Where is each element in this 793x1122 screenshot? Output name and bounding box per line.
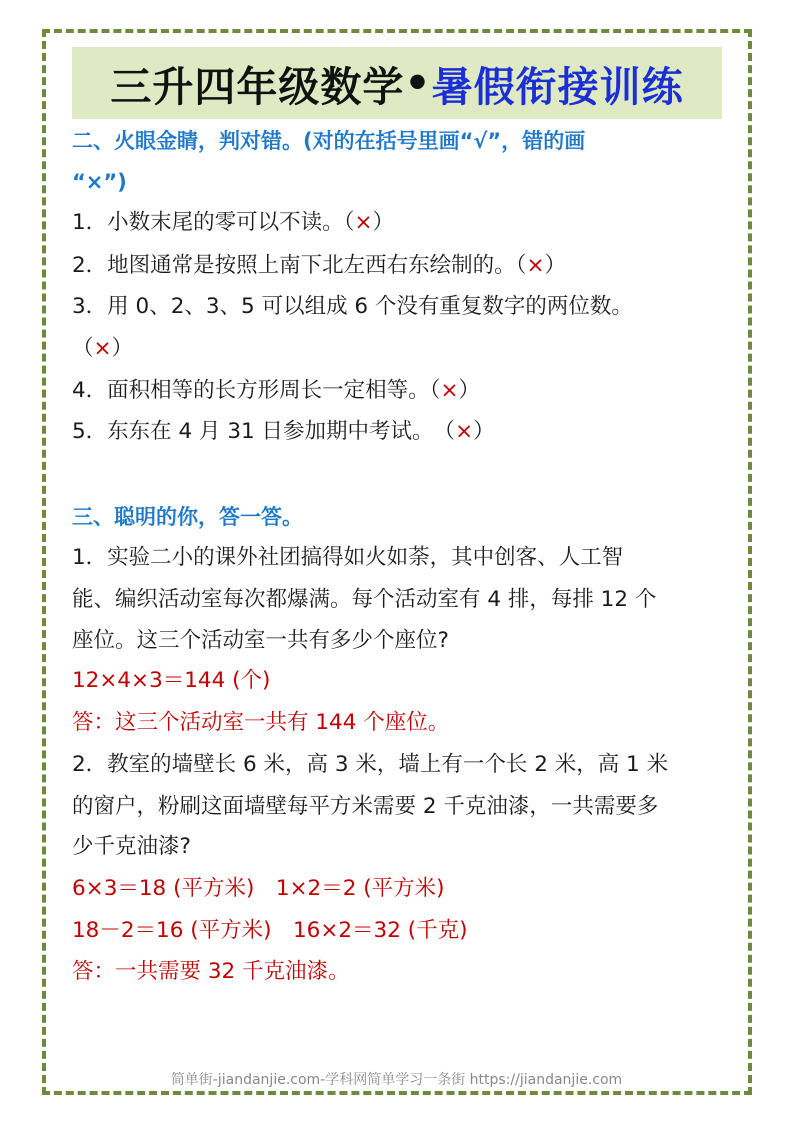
- question1-line1: 1．实验二小的课外社团搞得如火如荼，其中创客、人工智: [72, 545, 624, 570]
- judge-item-1: [72, 208, 732, 238]
- question2-calculation-2: 18－2＝16 (平方米) 16×2＝32 (千克): [72, 918, 468, 943]
- wrong-mark: ×: [526, 253, 545, 278]
- bracket-close: ）: [544, 253, 566, 278]
- title-grade: 三升四年级数学: [110, 62, 405, 111]
- judge-item-text: 2．地图通常是按照上南下北左西右东绘制的。（: [72, 253, 527, 278]
- question1-answer: 答：这三个活动室一共有 144 个座位。: [72, 710, 450, 735]
- wrong-mark: ×: [354, 210, 373, 235]
- question2-line1: 2．教室的墙壁长 6 米，高 3 米，墙上有一个长 2 米，高 1 米: [72, 752, 669, 777]
- wrong-mark: ×: [455, 419, 474, 444]
- judge-item-text: 4．面积相等的长方形周长一定相等。（: [72, 378, 441, 403]
- question2-line3: 少千克油漆?: [72, 834, 191, 859]
- section3-heading: 三、聪明的你，答一答。: [72, 505, 303, 529]
- judge-item-5: [72, 417, 732, 447]
- page-title: [72, 47, 722, 119]
- judge-item-4: [72, 376, 732, 406]
- judge-item-2: [72, 251, 732, 281]
- bracket-close: ）: [111, 336, 134, 361]
- section2-heading-line2: “×”): [72, 170, 127, 194]
- judge-item-text: 5．东东在 4 月 31 日参加期中考试。 （: [72, 419, 456, 444]
- judge-item-text: 1．小数末尾的零可以不读。（: [72, 210, 355, 235]
- question2-calculation-1: 6×3＝18 (平方米) 1×2＝2 (平方米): [72, 876, 445, 901]
- question1-line3: 座位。这三个活动室一共有多少个座位?: [72, 628, 449, 653]
- judge-item-text: 3．用 0、2、3、5 可以组成 6 个没有重复数字的两位数。: [72, 294, 633, 319]
- title-topic: 暑假衔接训练: [431, 62, 684, 111]
- judge-item-3-answer: [72, 334, 732, 364]
- wrong-mark: ×: [93, 336, 112, 361]
- bracket-close: ）: [473, 419, 495, 444]
- question1-line2: 能、编织活动室每次都爆满。每个活动室有 4 排，每排 12 个: [72, 587, 657, 612]
- judge-item-3: [72, 292, 732, 322]
- footer-watermark: 简单街-jiandanjie.com-学科网简单学习一条街 https://jiandanjie.com: [170, 1072, 623, 1088]
- bracket-close: ）: [458, 378, 480, 403]
- question2-answer: 答：一共需要 32 千克油漆。: [72, 959, 350, 984]
- wrong-mark: ×: [440, 378, 459, 403]
- bracket-close: ）: [372, 210, 394, 235]
- title-dot: •: [404, 59, 432, 107]
- bracket-open: （: [72, 336, 94, 361]
- question2-line2: 的窗户，粉刷这面墙壁每平方米需要 2 千克油漆，一共需要多: [72, 794, 659, 819]
- section2-heading-line1: 二、火眼金睛，判对错。(对的在括号里画“√”，错的画: [72, 129, 586, 153]
- question1-calculation: 12×4×3＝144 (个): [72, 668, 271, 693]
